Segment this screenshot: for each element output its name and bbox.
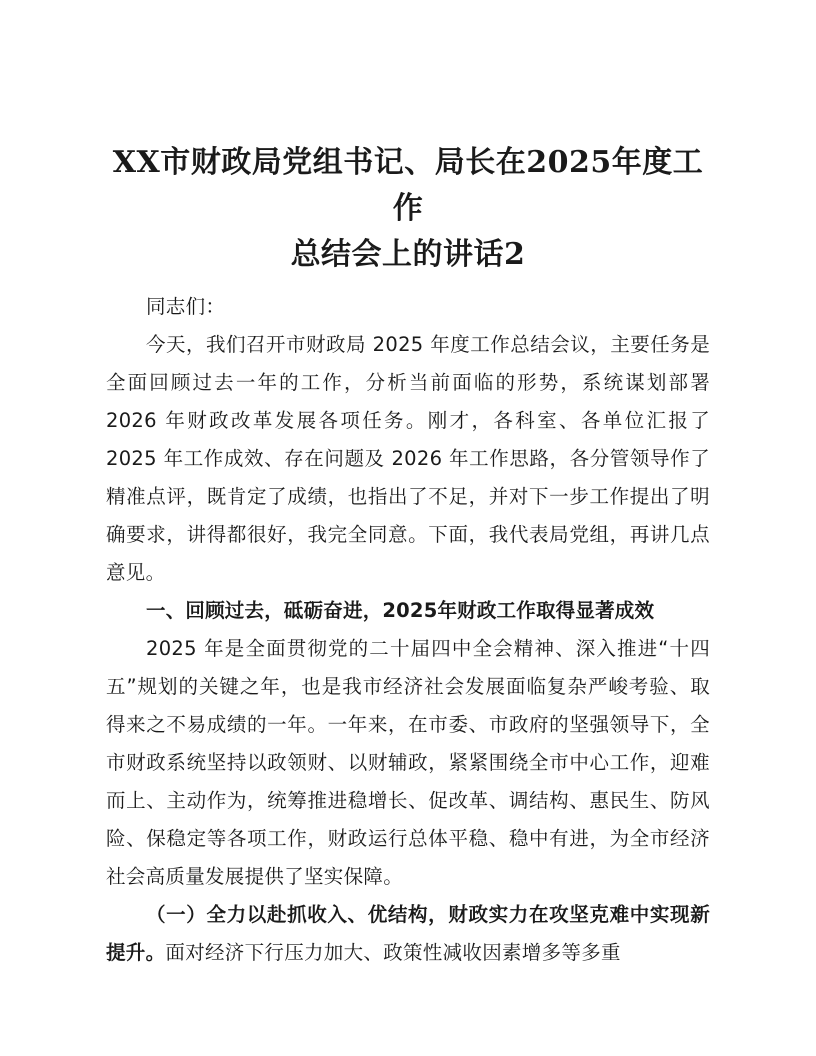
subsection-text-1: 面对经济下行压力加大、政策性减收因素增多等多重 [165, 941, 621, 964]
salutation: 同志们： [146, 295, 226, 318]
document-page [106, 140, 710, 972]
subsection-paragraph-1 [106, 896, 710, 972]
section-heading-1: 一、回顾过去，砥砺奋进，2025年财政工作取得显著成效 [146, 599, 655, 622]
document-title [106, 140, 710, 278]
opening-paragraph: 今天，我们召开市财政局 2025 年度工作总结会议，主要任务是全面回顾过去一年的工作，分析当前面临的形势，系统谋划部署 2026 年财政改革发展各项任务。刚才，各科室、各单位汇报了 2025 年工作成效、存在问题及 2026 年工作思路，各分管领导作了精准点评，既肯定了成绩，也指出了不足，并对下一步工作提出了明确要求，讲得都很好，我完全同意。下面，我代表局党组，再讲几点意见。 [106, 333, 710, 584]
title-line-2: 总结会上的讲话2 [290, 237, 526, 272]
review-paragraph: 2025 年是全面贯彻党的二十届四中全会精神、深入推进“十四五”规划的关键之年，也是我市经济社会发展面临复杂严峻考验、取得来之不易成绩的一年。一年来，在市委、市政府的坚强领导下，全市财政系统坚持以政领财、以财辅政，紧紧围绕全市中心工作，迎难而上、主动作为，统筹推进稳增长、促改革、调结构、惠民生、防风险、保稳定等各项工作，财政运行总体平稳、稳中有进，为全市经济社会高质量发展提供了坚实保障。 [106, 637, 710, 888]
subsection-heading-1: （一）全力以赴抓收入、优结构，财政实力在攻坚克难中实现新提升。 [106, 903, 710, 964]
title-line-1: XX市财政局党组书记、局长在2025年度工作 [112, 145, 704, 226]
